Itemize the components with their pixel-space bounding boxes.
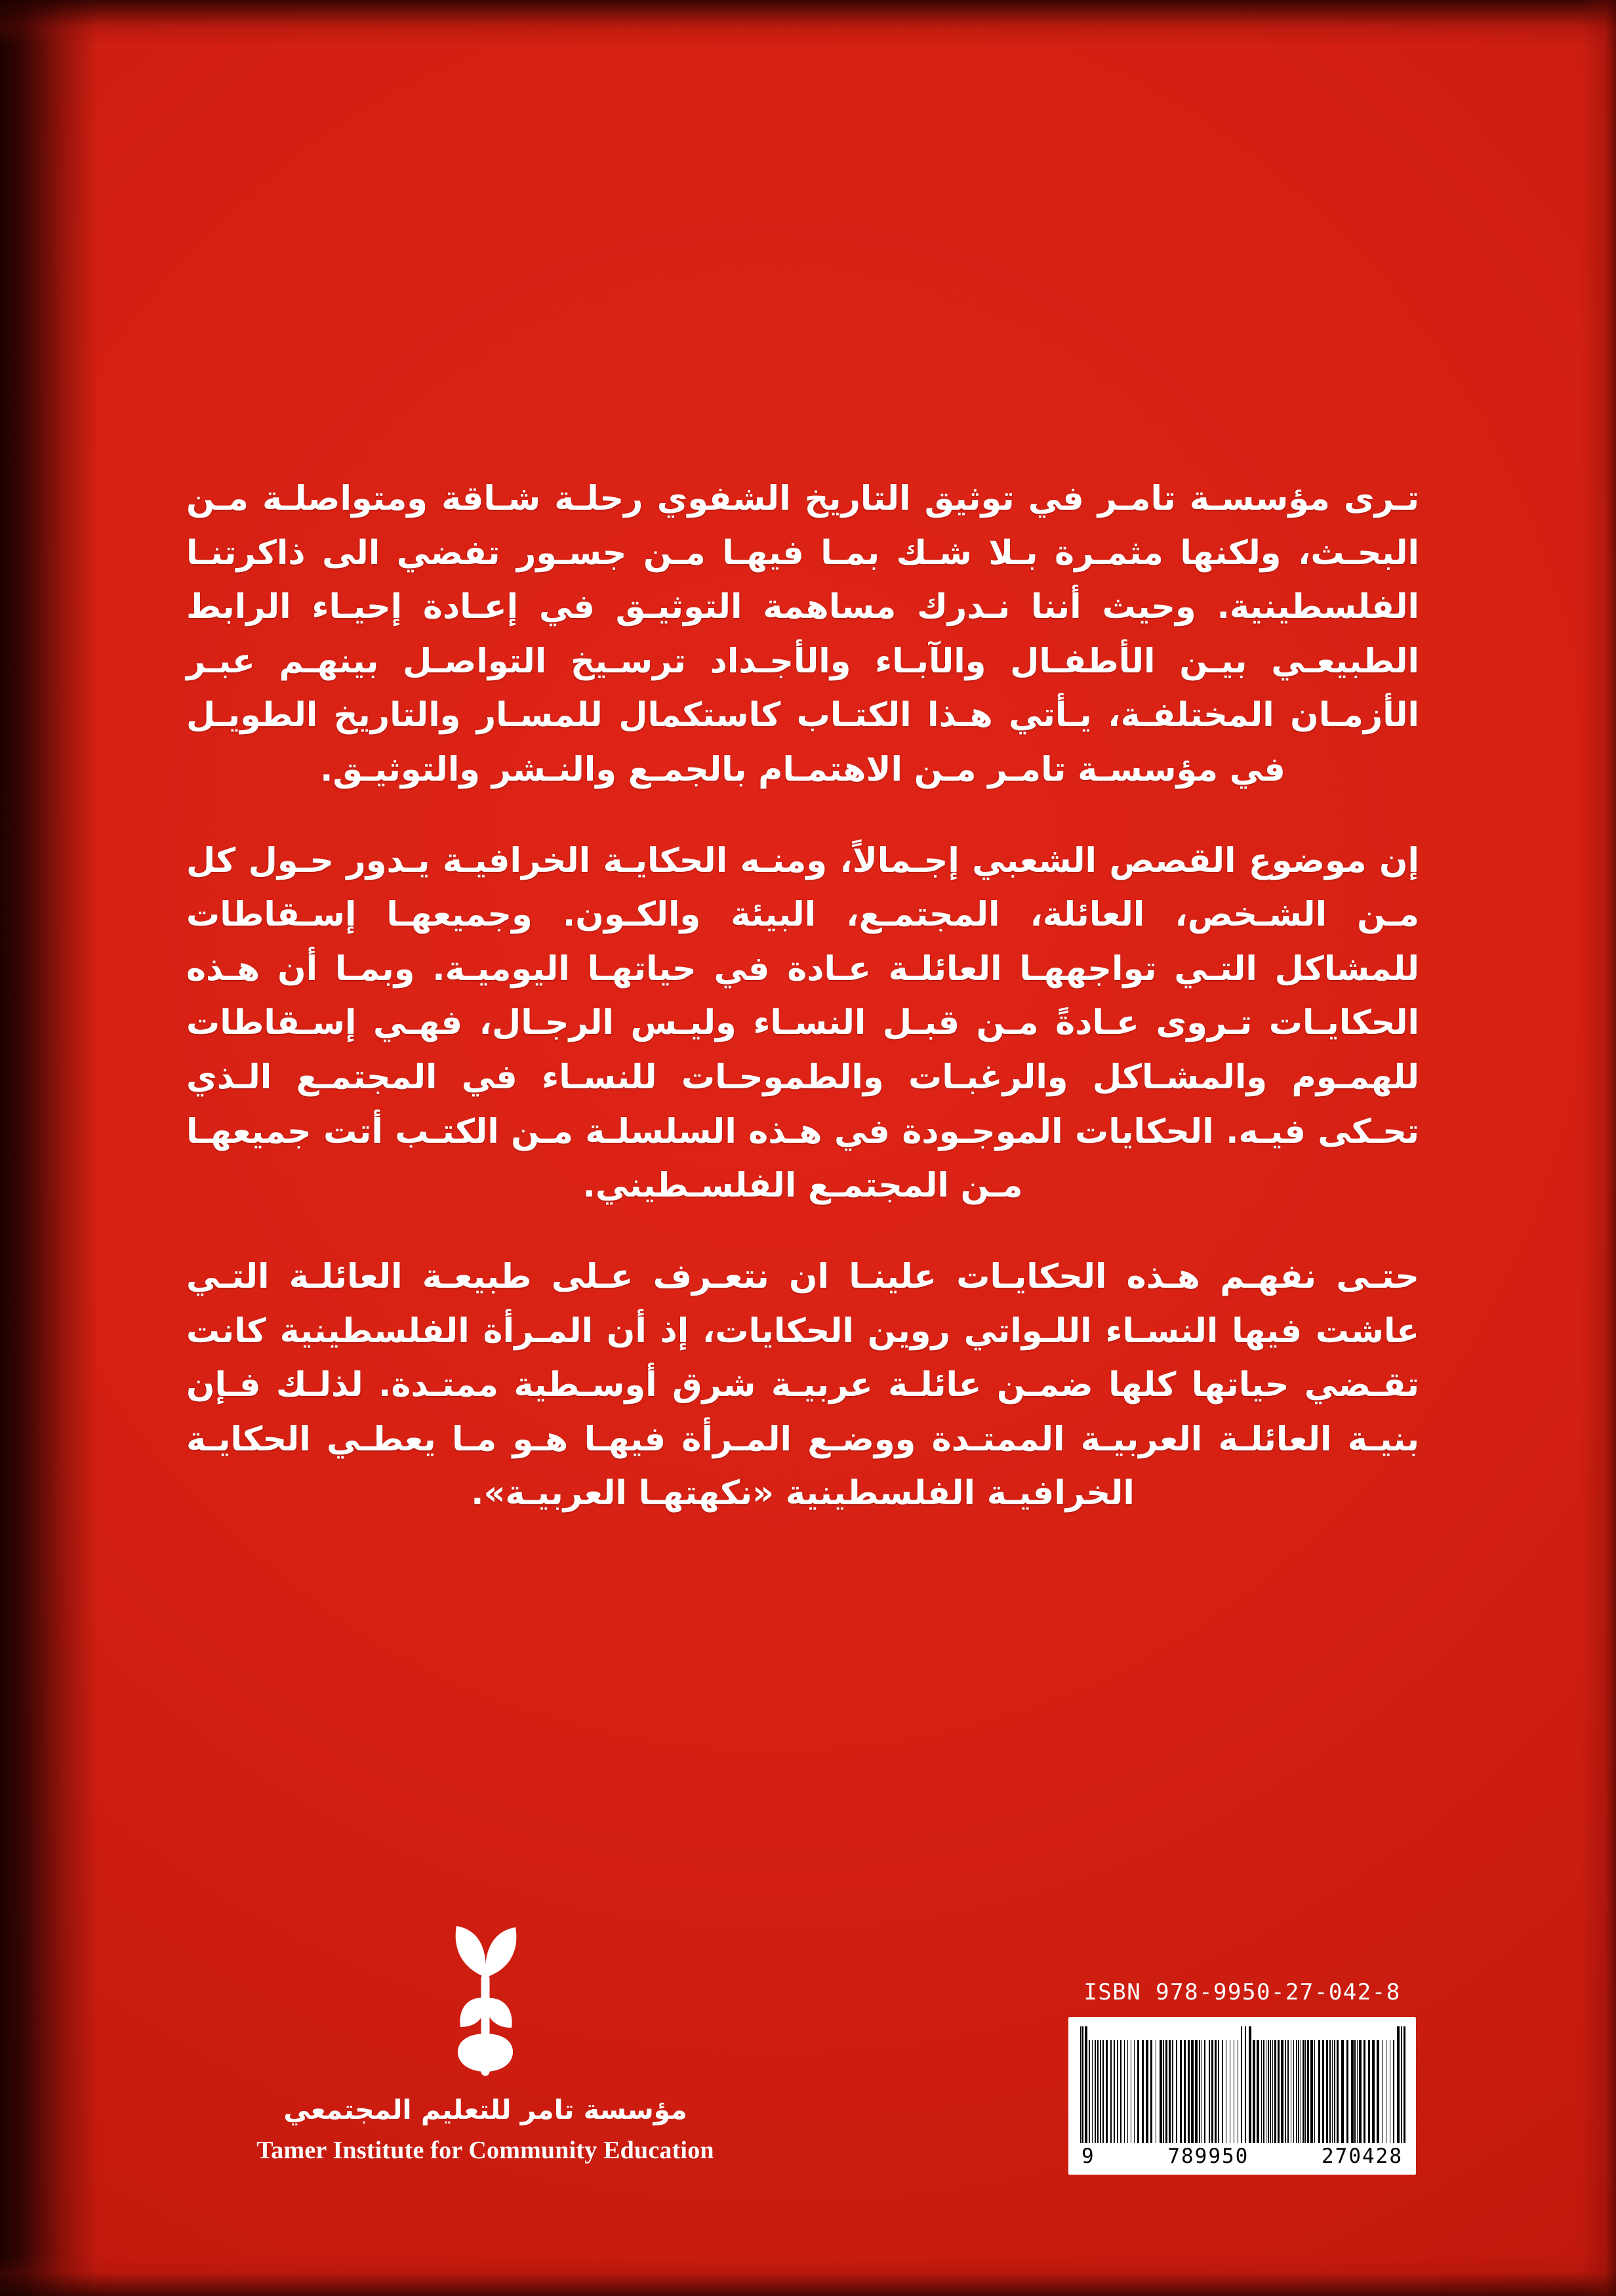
barcode-digit-group2: 270428 xyxy=(1322,2144,1403,2168)
barcode-image xyxy=(1068,2017,1416,2175)
blurb-paragraph-3: حتـى نفهـم هـذه الحكايـات علينـا ان نتعـرف عـلى طبيعـة العائلـة التـي عاشت فيها النسـاء اللـواتي روين الحكايات، إذ أن المـرأة الفلسطينية كانت تقـضي حياتها كلها ضمـن عائلـة عربيـة شرق أوسـطية ممتـدة. لذلـك فـإن بنيـة العائلـة العربيـة الممتـدة ووضـع المـرأة فيهـا هـو مـا يعطـي الحكايـة الخرافيـة الفلسطينية «نكهتهـا العربيـة». xyxy=(186,1257,1419,1513)
top-edge-shadow xyxy=(0,0,1616,46)
barcode-digits xyxy=(1079,2143,1405,2171)
blurb-paragraph-2: إن موضوع القصص الشعبي إجـمالاً، ومنـه الحكايـة الخرافيـة يـدور حـول كل مـن الشـخص، العائلة، المجتمـع، البيئة والكـون. وجميعهـا إسـقاطات للمشاكل التـي تواجههـا العائلـة عـادة في حياتهـا اليوميـة. وبمـا أن هـذه الحكايـات تـروى عـادةً مـن قبـل النسـاء وليـس الرجـال، فهـي إسـقاطات للهمـوم والمشـاكل والرغبـات والطموحـات للنسـاء في المجتمـع الـذي تحـكى فيـه. الحكايات الموجـودة في هـذه السلسلـة مـن الكتـب أتت جميعهـا مـن المجتمـع الفلسـطيني. xyxy=(186,841,1419,1206)
seedling-leaf-logo-icon xyxy=(420,1900,551,2077)
barcode-digit-left: 9 xyxy=(1081,2144,1095,2168)
publisher-name-english: Tamer Institute for Community Education xyxy=(256,2137,714,2164)
spine-shadow xyxy=(0,0,98,2296)
publisher-name-arabic: مؤسسة تامر للتعليم المجتمعي xyxy=(283,2094,687,2125)
barcode-digit-group1: 789950 xyxy=(1167,2144,1249,2168)
barcode-area xyxy=(1068,1979,1416,2175)
bottom-edge-shadow xyxy=(0,2257,1616,2296)
blurb-text-block xyxy=(186,472,1419,1521)
right-edge-shadow xyxy=(1580,0,1616,2296)
publisher-logo-area xyxy=(243,1900,728,2165)
barcode-bars xyxy=(1079,2026,1405,2143)
blurb-paragraph-1: تـرى مؤسسـة تامـر في توثيق التاريخ الشفوي رحلـة شـاقة ومتواصلـة مـن البحـث، ولكنها مثمـرة بـلا شـك بمـا فيهـا مـن جسـور تفضي الى ذاكرتنـا الفلسطينية. وحيث أننا نـدرك مساهمة التوثيـق في إعـادة إحيـاء الرابط الطبيعـي بيـن الأطفـال والآبـاء والأجـداد ترسـيخ التواصـل بينهـم عبـر الأزمـان المختلفـة، يـأتي هـذا الكتـاب كاستكمال للمسـار والتاريخ الطويـل في مؤسسـة تامـر مـن الاهتمـام بالجمـع والنـشر والتوثيـق. xyxy=(186,480,1419,790)
isbn-label: ISBN 978-9950-27-042-8 xyxy=(1083,1979,1401,2005)
